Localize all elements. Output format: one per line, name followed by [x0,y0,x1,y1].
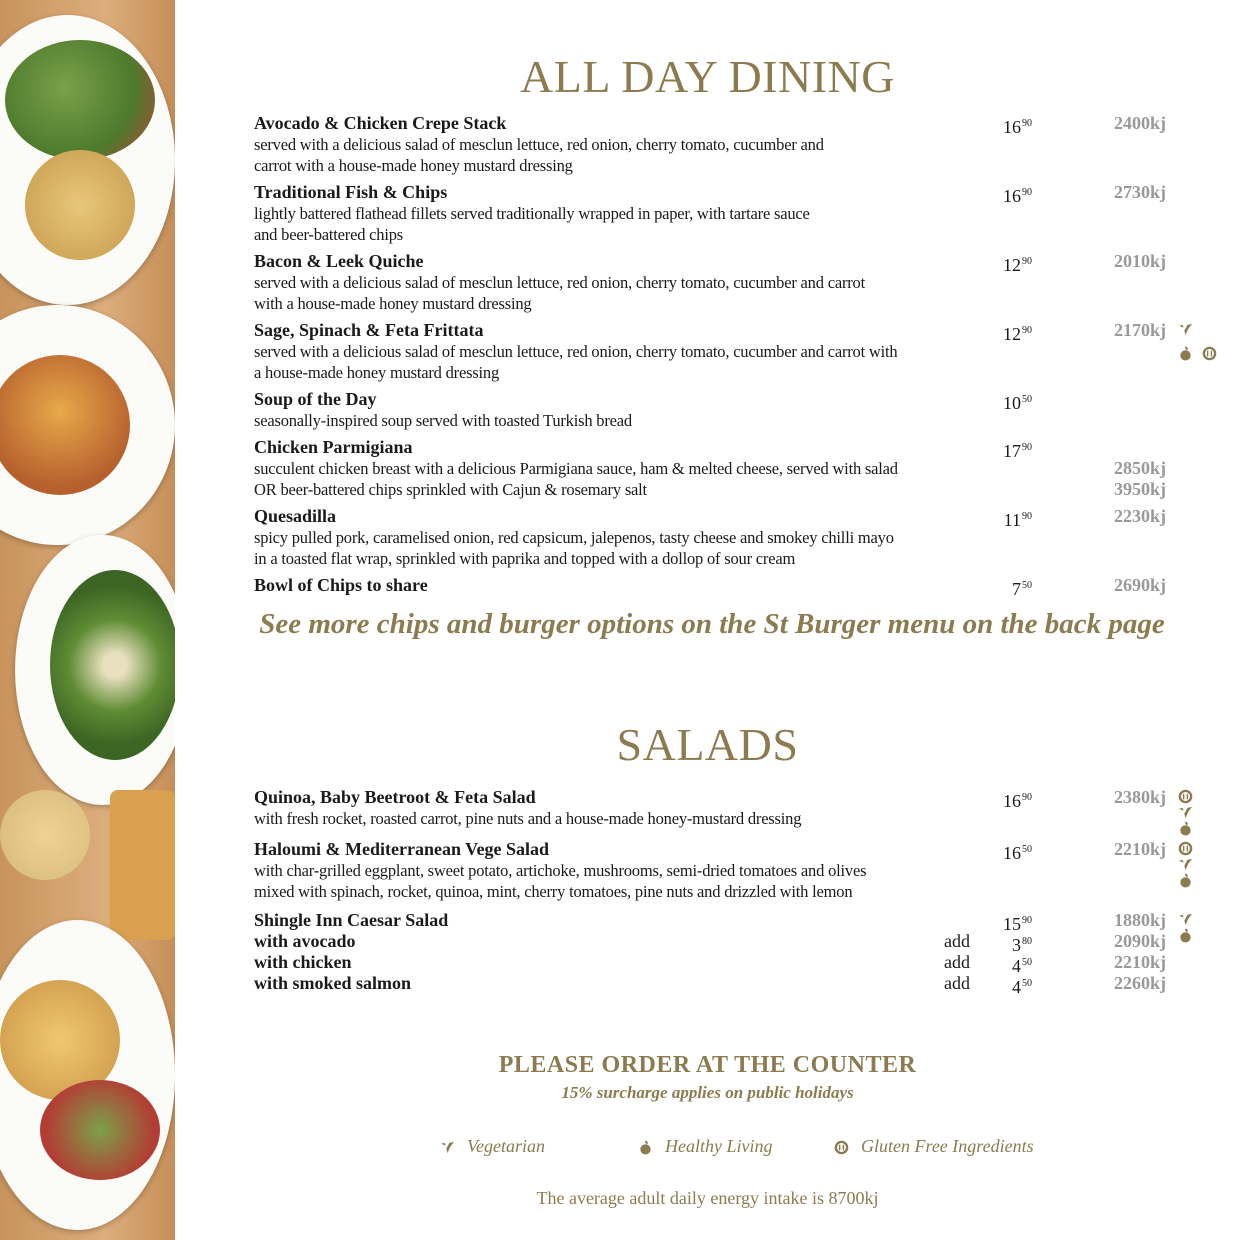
menu-item-row [0,910,1240,934]
price [1012,575,1032,600]
add-label: add [944,973,970,993]
item-description: with a house-made honey mustard dressing [254,294,532,313]
price-dollars: 15 [1003,914,1021,934]
price-dollars: 11 [1003,510,1021,530]
item-description: seasonally-inspired soup served with toasted Turkish bread [254,411,632,430]
item-description: and beer-battered chips [254,225,403,244]
menu-item-description-row [0,860,1240,881]
all-day-dining-list [0,113,1240,602]
vegetarian-icon [1178,805,1193,820]
menu-item-description-row [0,362,1240,383]
menu-item-row [0,320,1240,344]
item-name: Avocado & Chicken Crepe Stack [254,113,507,133]
item-description: served with a delicious salad of mesclun lettuce, red onion, cherry tomato, cucumber and [254,135,824,154]
menu-item-row [0,839,1240,863]
menu-item [0,506,1240,569]
menu-item-row [0,182,1240,206]
legend-label: Vegetarian [467,1136,545,1156]
promo-text: See more chips and burger options on the St Burger menu on the back page [259,608,1165,640]
item-name: Haloumi & Mediterranean Vege Salad [254,839,549,859]
item-description: a house-made honey mustard dressing [254,363,500,382]
menu-item-row [0,251,1240,275]
dietary-icons [1178,912,1228,944]
healthy-living-icon [1178,821,1193,836]
price-cents: 90 [1022,187,1032,198]
energy-kj: 2690kj [1113,575,1166,595]
dietary-icons [1178,322,1228,366]
extra-name: with chicken [254,952,352,972]
menu-item-description-row [0,881,1240,902]
healthy-living-icon [1178,873,1193,888]
price-cents: 90 [1022,915,1032,926]
item-name: Soup of the Day [254,389,377,409]
price [1012,973,1032,998]
item-description: lightly battered flathead fillets served traditionally wrapped in paper, with tartare sauce [254,204,810,223]
legend-item [834,1136,1034,1157]
item-name: Bacon & Leek Quiche [254,251,424,271]
item-description: with fresh rocket, roasted carrot, pine nuts and a house-made honey-mustard dressing [254,809,802,828]
dietary-icons [1178,789,1228,837]
item-description: OR beer-battered chips sprinkled with Cajun & rosemary salt [254,480,647,499]
menu-item-row [0,575,1240,599]
price-dollars: 16 [1003,117,1021,137]
menu-item-row [0,437,1240,461]
vegetarian-icon [440,1139,455,1154]
menu-item-description-row [0,293,1240,314]
menu-item [0,182,1240,245]
price-cents: 90 [1022,256,1032,267]
item-description: spicy pulled pork, caramelised onion, red capsicum, jalepenos, tasty cheese and smokey chilli mayo [254,528,894,547]
price-cents: 90 [1022,325,1032,336]
healthy-living-icon [1178,928,1193,943]
gluten-free-icon [1178,789,1193,804]
menu-item-row [0,506,1240,530]
item-description: mixed with spinach, rocket, quinoa, mint, cherry tomatoes, pine nuts and drizzled with lemon [254,882,853,901]
vegetarian-icon [1178,857,1193,872]
menu-item-extra-row [0,973,1240,997]
dietary-icons [1178,841,1228,889]
price-dollars: 16 [1003,791,1021,811]
menu-item-description-row [0,458,1240,479]
healthy-living-icon [638,1139,653,1154]
energy-kj: 2210kj [1113,952,1166,972]
price-cents: 90 [1022,792,1032,803]
surcharge-notice: 15% surcharge applies on public holidays [561,1083,854,1102]
energy-kj: 2400kj [1113,113,1166,133]
energy-kj: 2730kj [1113,182,1166,202]
price-cents: 90 [1022,511,1032,522]
menu-item [0,251,1240,314]
extra-name: with avocado [254,931,356,951]
price-dollars: 12 [1003,324,1021,344]
price-cents: 90 [1022,442,1032,453]
item-description: succulent chicken breast with a delicious Parmigiana sauce, ham & melted cheese, served with salad [254,459,898,478]
price-dollars: 17 [1003,441,1021,461]
price-cents: 90 [1022,118,1032,129]
add-label: add [944,931,970,951]
vegetarian-icon [1178,912,1193,927]
price-dollars: 12 [1003,255,1021,275]
extra-name: with smoked salmon [254,973,412,993]
energy-note: The average adult daily energy intake is 8700kj [536,1188,879,1208]
energy-kj: 3950kj [1113,479,1166,499]
menu-item-description-row [0,224,1240,245]
menu-item-description-row [0,341,1240,362]
healthy-living-icon [1178,346,1193,361]
add-label: add [944,952,970,972]
price-cents: 50 [1022,844,1032,855]
menu-item-row [0,113,1240,137]
menu-item [0,320,1240,383]
legend-item [638,1136,772,1157]
item-description: carrot with a house-made honey mustard dressing [254,156,573,175]
item-name: Shingle Inn Caesar Salad [254,910,449,930]
menu-item-extra-row [0,952,1240,976]
gluten-free-icon [1178,841,1193,856]
energy-kj: 2090kj [1113,931,1166,951]
item-name: Chicken Parmigiana [254,437,413,457]
energy-kj: 2260kj [1113,973,1166,993]
item-name: Traditional Fish & Chips [254,182,448,202]
item-name: Bowl of Chips to share [254,575,428,595]
energy-kj: 2170kj [1113,320,1166,340]
menu-item [0,113,1240,176]
menu-item-description-row [0,527,1240,548]
menu-item [0,575,1240,599]
item-name: Quinoa, Baby Beetroot & Feta Salad [254,787,536,807]
menu-item-description-row [0,548,1240,569]
menu-item-description-row [0,134,1240,155]
gluten-free-icon [834,1139,849,1154]
vegetarian-icon [1178,322,1193,337]
menu-item-row [0,389,1240,413]
menu-item [0,389,1240,431]
menu-item [0,437,1240,500]
item-description: served with a delicious salad of mesclun lettuce, red onion, cherry tomato, cucumber and carrot [254,273,865,292]
price-cents: 50 [1022,978,1032,989]
price-dollars: 16 [1003,186,1021,206]
price-cents: 50 [1022,394,1032,405]
menu-item [0,787,1240,829]
energy-kj: 2230kj [1113,506,1166,526]
section-title-salads: SALADS [616,719,799,770]
price-dollars: 10 [1003,393,1021,413]
price-dollars: 4 [1012,977,1021,997]
item-description: in a toasted flat wrap, sprinkled with paprika and topped with a dollop of sour cream [254,549,796,568]
item-name: Quesadilla [254,506,337,526]
energy-kj: 2380kj [1113,787,1166,807]
section-title-all-day-dining: ALL DAY DINING [520,51,895,102]
menu-item-description-row [0,272,1240,293]
price-cents: 50 [1022,580,1032,591]
price-dollars: 4 [1012,956,1021,976]
salads-list [0,787,1240,1000]
energy-kj: 1880kj [1113,910,1166,930]
energy-kj: 2210kj [1113,839,1166,859]
order-notice: PLEASE ORDER AT THE COUNTER [498,1052,917,1078]
energy-kj: 2850kj [1113,458,1166,478]
item-description: served with a delicious salad of mesclun lettuce, red onion, cherry tomato, cucumber and carrot with [254,342,898,361]
menu-item-description-row [0,410,1240,431]
energy-kj: 2010kj [1113,251,1166,271]
menu-item-row [0,787,1240,811]
price-cents: 50 [1022,957,1032,968]
gluten-free-icon [1202,346,1217,361]
legend-item [440,1136,545,1157]
menu-item [0,910,1240,997]
legend-label: Healthy Living [665,1136,773,1156]
legend-label: Gluten Free Ingredients [861,1136,1034,1156]
price-dollars: 7 [1012,579,1021,599]
menu-item-description-row [0,479,1240,500]
price-dollars: 16 [1003,843,1021,863]
menu-item-extra-row [0,931,1240,955]
menu-item-description-row [0,155,1240,176]
menu-item-description-row [0,203,1240,224]
menu-item-description-row [0,808,1240,829]
price-cents: 80 [1022,936,1032,947]
item-name: Sage, Spinach & Feta Frittata [254,320,484,340]
item-description: with char-grilled eggplant, sweet potato, artichoke, mushrooms, semi-dried tomatoes and olives [254,861,867,880]
price-dollars: 3 [1012,935,1021,955]
menu-item [0,839,1240,902]
